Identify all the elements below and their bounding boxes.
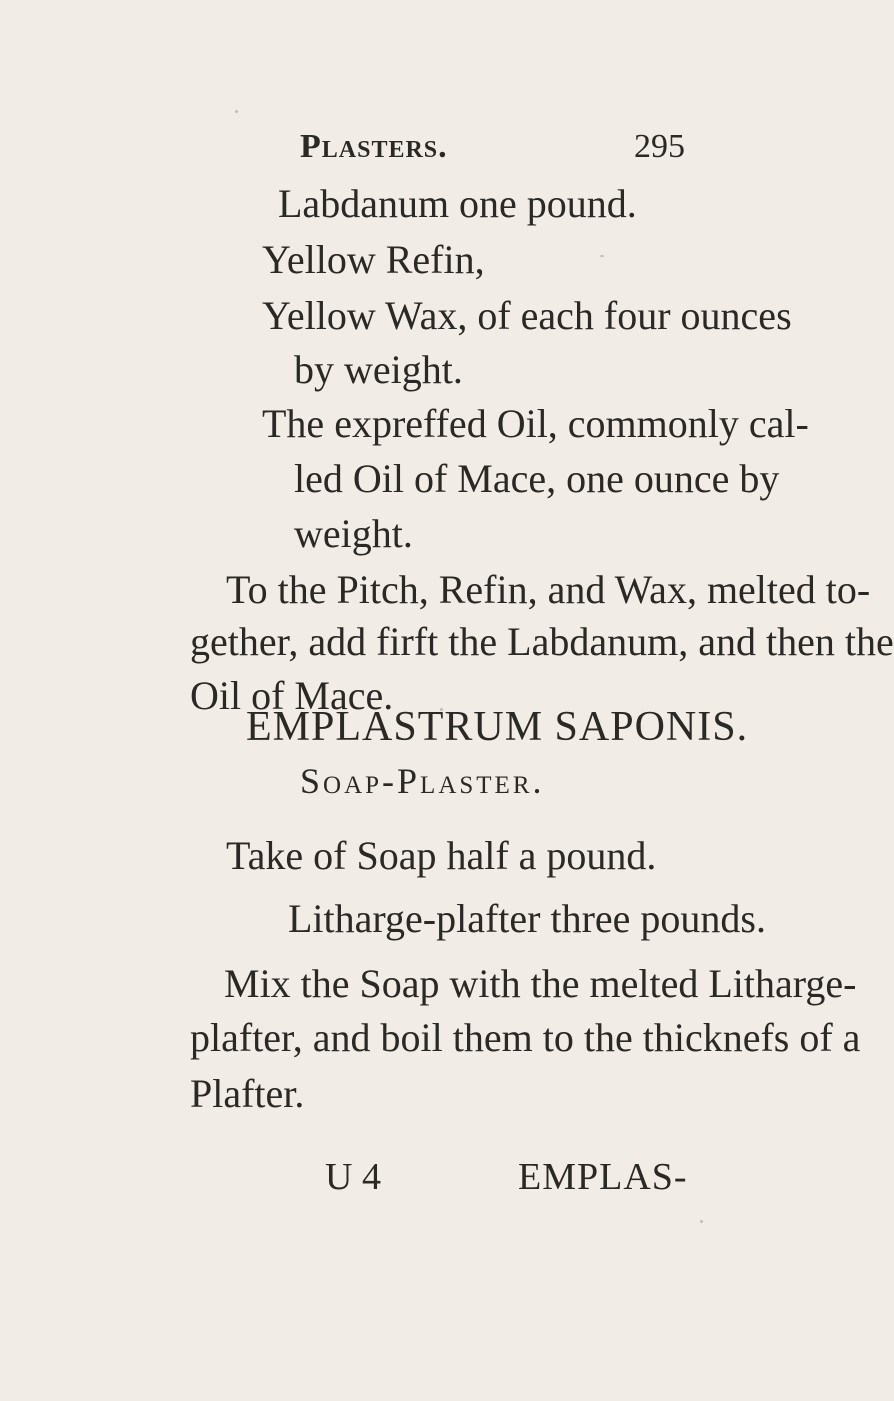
- ingredient-line: Yellow Refin,: [262, 237, 485, 282]
- directions-line: plafter, and boil them to the thicknefs of a: [190, 1015, 861, 1060]
- page-header: [0, 128, 800, 172]
- recipe-title: EMPLASTRUM SAPONIS.: [246, 704, 749, 750]
- ingredient-line: by weight.: [294, 347, 463, 392]
- ingredient-line: Labdanum one pound.: [278, 181, 637, 226]
- paper-speck: [600, 255, 604, 257]
- recipe-ingredient-line: Take of Soap half a pound.: [226, 833, 657, 878]
- catchword: EMPLAS-: [518, 1156, 688, 1198]
- directions-line: To the Pitch, Refin, and Wax, melted to-: [226, 567, 871, 612]
- page-number: 295: [634, 128, 685, 165]
- recipe-subtitle: Soap-Plaster.: [300, 761, 545, 801]
- paper-speck: [440, 708, 443, 711]
- running-head: Plasters.: [300, 128, 448, 165]
- ingredient-line: Yellow Wax, of each four ounces: [262, 293, 792, 338]
- ingredient-line: led Oil of Mace, one ounce by: [294, 456, 780, 501]
- directions-line: Oil of Mace.: [190, 673, 394, 718]
- paper-speck: [235, 110, 238, 113]
- recipe-ingredient-line: Litharge-plafter three pounds.: [288, 896, 766, 941]
- ingredient-line: weight.: [294, 511, 413, 556]
- paper-speck: [700, 1220, 703, 1223]
- directions-line: Mix the Soap with the melted Litharge-: [224, 961, 857, 1006]
- directions-line: Plafter.: [190, 1071, 305, 1116]
- signature-mark: U 4: [325, 1156, 381, 1198]
- directions-line: gether, add firft the Labdanum, and then the: [190, 619, 894, 664]
- ingredient-line: The expreffed Oil, commonly cal-: [262, 401, 809, 446]
